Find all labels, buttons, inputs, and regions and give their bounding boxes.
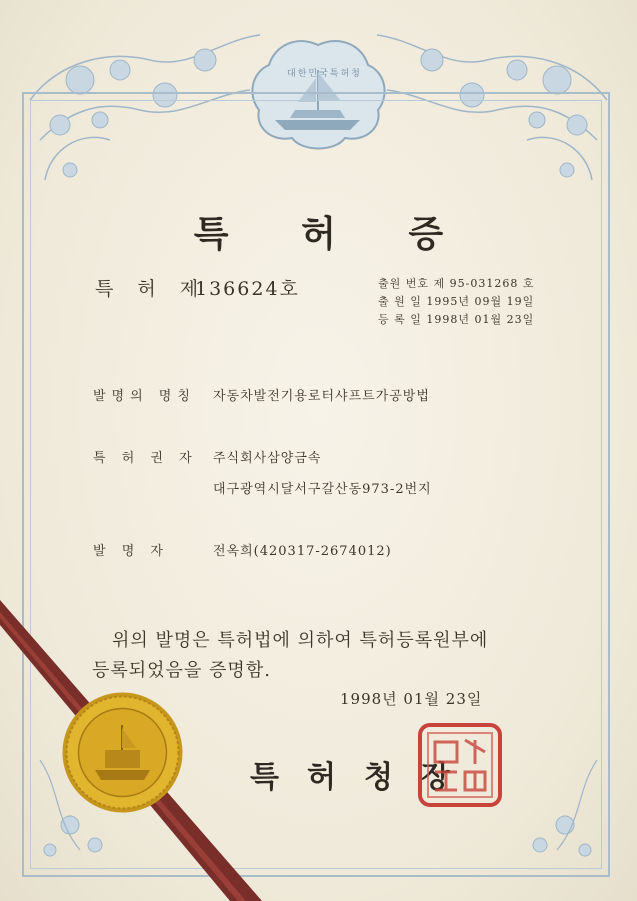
statement-line-2: 등록되었음을 증명함.: [92, 660, 271, 681]
application-number: 출원 번호 제 95-031268 호: [378, 277, 535, 290]
certificate-title: 특 허 증: [193, 213, 474, 255]
inventor-label: 발 명 자: [93, 544, 169, 559]
gold-seal-icon: [60, 690, 185, 815]
emblem-text: 대한민국특허청: [287, 69, 362, 79]
patentee-address: 대구광역시달서구갈산동973-2번지: [213, 482, 432, 497]
patent-number: 136624호: [195, 278, 300, 300]
issuer: 특허청장: [250, 760, 478, 795]
registration-date: 등 록 일 1998년 01월 23일: [378, 313, 535, 326]
patent-number-label: 특 허 제: [95, 278, 208, 300]
red-seal-icon: [417, 722, 503, 808]
filing-date: 출 원 일 1995년 09월 19일: [378, 295, 535, 308]
statement-line-1: 위의 발명은 특허법에 의하여 특허등록원부에: [112, 630, 489, 651]
inventor: 전옥희(420317-2674012): [213, 544, 392, 559]
invention-name-label: 발명의 명칭: [93, 389, 196, 404]
invention-name: 자동차발전기용로터샤프트가공방법: [213, 389, 430, 404]
patentee-label: 특 허 권 자: [93, 451, 198, 466]
issue-date: 1998년 01월 23일: [340, 690, 483, 708]
patentee-name: 주식회사삼양금속: [213, 451, 322, 466]
